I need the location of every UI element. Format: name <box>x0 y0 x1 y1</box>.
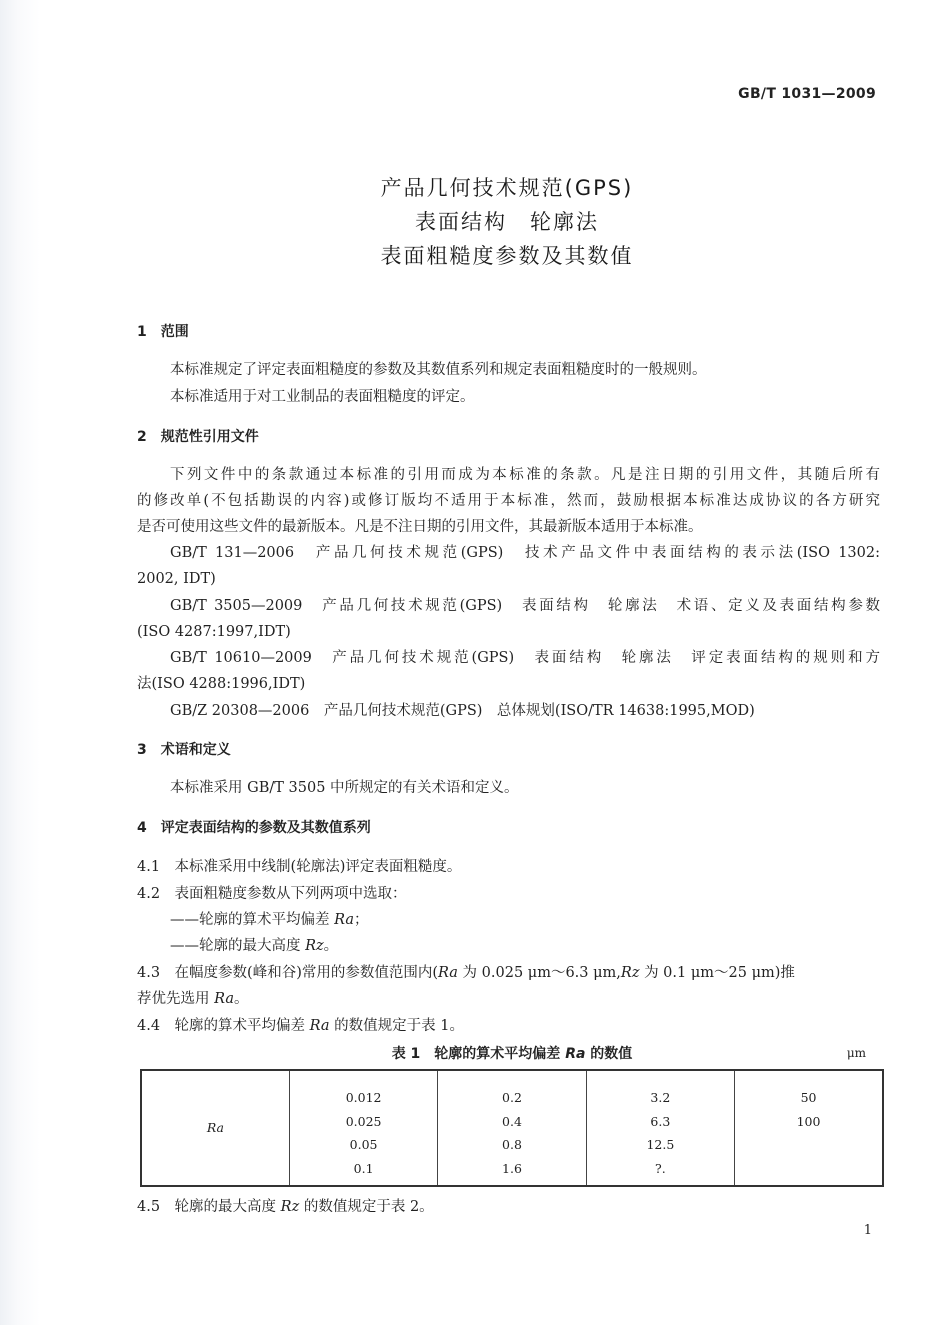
reference-1-line-2: 2002, IDT) <box>137 571 216 587</box>
table-cell: ?. <box>655 1160 666 1176</box>
table-cell: 0.1 <box>353 1160 374 1176</box>
table-cell: 0.025 <box>345 1113 382 1129</box>
reference-2-line-2: (ISO 4287:1997,IDT) <box>137 624 291 640</box>
clause-4-2-item-ra: ——轮廓的算术平均偏差 Ra； <box>170 912 369 928</box>
section-3-heading: 3 术语和定义 <box>137 742 231 758</box>
title-line-3: 表面粗糙度参数及其数值 <box>380 244 634 268</box>
reference-4: GB/Z 20308—2006 产品几何技术规范(GPS) 总体规划(ISO/TR 14638:1995,MOD) <box>170 703 755 719</box>
table-1-row-label: Ra <box>206 1119 225 1135</box>
reference-1-line-1: GB/T 131—2006 产品几何技术规范(GPS) 技术产品文件中表面结构的表示法(ISO 1302: <box>170 545 880 561</box>
section-2-heading: 2 规范性引用文件 <box>137 429 259 445</box>
clause-4-1: 4.1 本标准采用中线制(轮廓法)评定表面粗糙度。 <box>137 859 462 875</box>
section-1-para-1: 本标准规定了评定表面粗糙度的参数及其数值系列和规定表面粗糙度时的一般规则。 <box>170 362 707 378</box>
table-1-column-1 <box>289 1070 437 1186</box>
section-2-para-line-1: 下列文件中的条款通过本标准的引用而成为本标准的条款。凡是注日期的引用文件，其随后所有 <box>170 467 880 483</box>
reference-3-line-1: GB/T 10610—2009 产品几何技术规范(GPS) 表面结构 轮廓法 评定表面结构的规则和方 <box>170 650 880 666</box>
table-cell: 6.3 <box>650 1113 671 1129</box>
section-4-heading: 4 评定表面结构的参数及其数值系列 <box>137 820 371 836</box>
table-1-column-4 <box>735 1070 883 1186</box>
table-1-column-2 <box>438 1070 586 1186</box>
section-2-para-line-2: 的修改单(不包括勘误的内容)或修订版均不适用于本标准，然而，鼓励根据本标准达成协议的各方研究 <box>137 493 880 509</box>
standard-code: GB/T 1031—2009 <box>738 86 876 102</box>
table-cell: 12.5 <box>646 1137 675 1152</box>
table-cell: 0.4 <box>502 1113 522 1129</box>
page-number: 1 <box>863 1223 872 1238</box>
section-1-heading: 1 范围 <box>137 324 189 340</box>
clause-4-4: 4.4 轮廓的算术平均偏差 Ra 的数值规定于表 1。 <box>137 1018 465 1034</box>
table-1-caption: 表 1 轮廓的算术平均偏差 Ra 的数值 <box>391 1046 633 1062</box>
table-1-unit: μm <box>846 1046 866 1060</box>
table-cell: 3.2 <box>650 1090 671 1105</box>
clause-4-2: 4.2 表面粗糙度参数从下列两项中选取： <box>137 886 407 902</box>
clause-4-3-line-1: 4.3 在幅度参数(峰和谷)常用的参数值范围内(Ra 为 0.025 μm～6.3 μm,Rz 为 0.1 μm～25 μm)推 <box>137 965 795 981</box>
table-cell: 0.8 <box>502 1137 522 1152</box>
table-1-ra-values <box>140 1069 884 1187</box>
section-2-para-line-3: 是否可使用这些文件的最新版本。凡是不注日期的引用文件，其最新版本适用于本标准。 <box>137 519 703 535</box>
table-cell: 50 <box>800 1090 817 1105</box>
reference-2-line-1: GB/T 3505—2009 产品几何技术规范(GPS) 表面结构 轮廓法 术语、定义及表面结构参数 <box>170 598 880 614</box>
section-1-para-2: 本标准适用于对工业制品的表面粗糙度的评定。 <box>170 389 475 405</box>
section-3-para: 本标准采用 GB/T 3505 中所规定的有关术语和定义。 <box>170 780 519 796</box>
table-cell: 0.05 <box>349 1137 378 1152</box>
clause-4-2-item-rz: ——轮廓的最大高度 Rz。 <box>170 938 339 954</box>
clause-4-3-line-2: 荐优先选用 Ra。 <box>137 991 249 1007</box>
table-cell: 100 <box>796 1113 821 1129</box>
clause-4-5: 4.5 轮廓的最大高度 Rz 的数值规定于表 2。 <box>137 1199 434 1215</box>
table-cell: 0.2 <box>502 1090 522 1105</box>
title-line-1: 产品几何技术规范(GPS) <box>380 176 634 200</box>
table-cell: 1.6 <box>502 1160 522 1176</box>
table-cell: 0.012 <box>345 1090 382 1105</box>
reference-3-line-2: 法(ISO 4288:1996,IDT) <box>137 676 306 692</box>
table-1-column-3 <box>586 1070 734 1186</box>
title-line-2: 表面结构 轮廓法 <box>415 210 599 234</box>
table-row <box>141 1070 883 1186</box>
